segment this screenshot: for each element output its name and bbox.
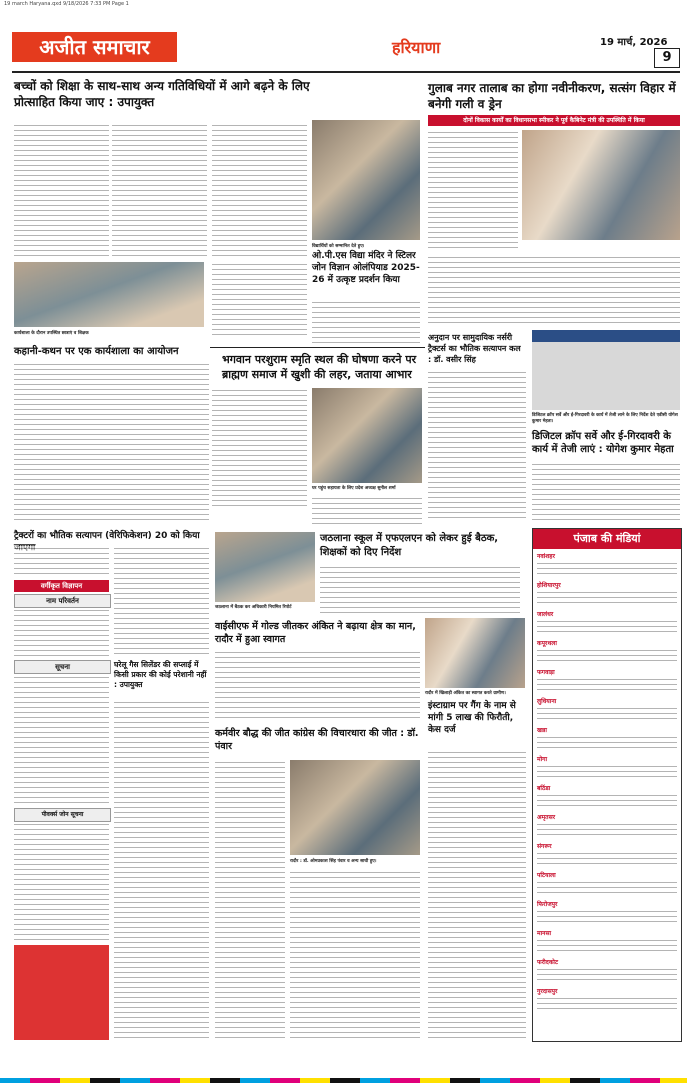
mandi-entry-prices: [537, 706, 677, 722]
issue-date: 19 मार्च, 2026: [600, 37, 668, 48]
headline-article-5: कहानी-कथन पर एक कार्यशाला का आयोजन: [14, 346, 179, 357]
headline-article-1: बच्चों को शिक्षा के साथ-साथ अन्य गतिविधियों में आगे बढ़ने के लिए प्रोत्साहित किया जाए : उपायुक्त: [14, 79, 310, 109]
mandi-entry-prices: [537, 735, 677, 751]
mandi-entry-prices: [537, 938, 677, 954]
mandi-entry-name: जालंधर: [537, 611, 554, 618]
name-change-banner: नाम परिवर्तन: [14, 594, 111, 608]
mandi-entry-prices: [537, 822, 677, 838]
mandi-entry: [537, 843, 677, 867]
mandi-entry-name: खन्ना: [537, 727, 547, 734]
mandi-entry: [537, 959, 677, 983]
mandi-entry-name: मोगा: [537, 756, 548, 763]
headline-article-11: घरेलू गैस सिलेंडर की सप्लाई में किसी प्रकार की कोई परेशानी नहीं : उपायुक्त: [114, 660, 207, 689]
article-13-body: [215, 760, 285, 1040]
mandi-entry: [537, 756, 677, 780]
mandi-entry: [537, 872, 677, 896]
article-1-body: [14, 123, 109, 258]
headline-article-12: इंस्टाग्राम पर गैंग के नाम से मांगी 5 लाख की फिरौती, केस दर्ज: [428, 701, 516, 735]
article-10-photo: [425, 618, 525, 688]
article-4-body-col2: [312, 496, 422, 526]
headline-article-9: जठलाना स्कूल में एफएलएन को लेकर हुई बैठक, शिक्षकों को दिए निर्देश: [320, 533, 499, 558]
masthead-rule: [12, 71, 680, 73]
mandi-entry-name: फगवाड़ा: [537, 669, 555, 676]
zone-notice-body: [14, 822, 109, 942]
mandi-entry-name: फिरोजपुर: [537, 901, 558, 908]
mandi-entry: [537, 582, 677, 606]
headline-article-4: भगवान परशुराम स्मृति स्थल की घोषणा करने पर ब्राह्मण समाज में खुशी की लहर, जताया आभार: [222, 353, 417, 381]
article-2-body-col2: [428, 255, 680, 325]
mandi-entry: [537, 785, 677, 809]
masthead: [12, 30, 680, 70]
article-1-body-col4: [212, 262, 307, 337]
article-12-body: [428, 750, 526, 1040]
article-10-body: [215, 650, 420, 720]
mandi-entry: [537, 698, 677, 722]
mandi-entry-name: बठिंडा: [537, 785, 551, 792]
headline-article-3: ओ.पी.एस विद्या मंदिर ने स्टिलर जोन विज्ञान ओलंपियाड 2025-26 में उत्कृष्ट प्रदर्शन किया: [312, 251, 420, 285]
mandi-entry-name: पटियाला: [537, 872, 556, 879]
mandi-entry-name: अमृतसर: [537, 814, 556, 821]
page-number-box: 9: [654, 48, 680, 68]
mandi-entry-name: लुधियाना: [537, 698, 557, 705]
article-7-photo: [532, 330, 680, 410]
mandi-entry-prices: [537, 619, 677, 635]
headline-article-13: कर्मवीर बौद्ध की जीत कांग्रेस की विचारधारा की जीत : डॉ. पंवार: [215, 728, 419, 752]
mandi-entry: [537, 640, 677, 664]
article-2-body: [428, 130, 518, 250]
article-4-photo: [312, 388, 422, 483]
article-4-body: [212, 388, 307, 508]
mandi-entry-name: नवांशहर: [537, 553, 555, 560]
zone-notice-banner: पीवर्क्स जोन सूचना: [14, 808, 111, 822]
article-1-body-col2: [112, 123, 207, 258]
mandi-entry-prices: [537, 648, 677, 664]
article-3-photo-caption: विद्यार्थियों को सम्मानित देते हुए।: [312, 244, 365, 249]
mandi-entry-prices: [537, 590, 677, 606]
file-meta: 19 march Haryana.qxd 9/18/2026 7:33 PM Page 1: [4, 1, 129, 7]
section-title: हरियाणा: [392, 38, 441, 57]
article-13-photo-caption: रादौर : डॉ. ओमप्रकाश सिंह पंवार व अन्य साथी हुए।: [290, 859, 377, 864]
article-11-body: [114, 700, 209, 1040]
mandi-entry-name: होशियारपुर: [537, 582, 561, 589]
paper-name-box: अजीत समाचार: [12, 32, 177, 62]
article-13-photo: [290, 760, 420, 855]
article-9-photo: [215, 532, 315, 602]
mandi-entry: [537, 669, 677, 693]
article-7-photo-caption: डिजिटल क्रॉप सर्वे और ई-गिरदावरी के कार्य में तेजी लाने के लिए निर्देश देते एडीसी योगेश कुमार मेहता।: [532, 413, 678, 424]
notice-banner: सूचना: [14, 660, 111, 674]
article-13-body-col2: [290, 870, 420, 1040]
notice-body: [14, 675, 109, 805]
article-3-body: [312, 300, 420, 348]
rule-article-4: [210, 347, 425, 348]
mandi-entry-prices: [537, 909, 677, 925]
mandi-box: [532, 528, 682, 1042]
article-7-body: [532, 462, 680, 522]
article-9-body: [320, 565, 520, 615]
mandi-entry: [537, 553, 677, 577]
article-1-body-col3: [212, 123, 307, 258]
headline-article-2: गुलाब नगर तालाब का होगा नवीनीकरण, सत्संग विहार में बनेगी गली व ड्रेन: [428, 81, 676, 111]
mandi-title: पंजाब की मंडियां: [533, 529, 681, 549]
classified-header: वर्गीकृत विज्ञापन: [14, 580, 109, 592]
article-8-body: [14, 546, 109, 576]
article-4-photo-caption: घर पहुंच सहायता के लिए प्रदेश अध्यक्ष सुनील शर्मा: [312, 486, 396, 491]
mandi-entry: [537, 814, 677, 838]
mandi-entry: [537, 727, 677, 751]
mandi-entry: [537, 988, 677, 1012]
mandi-entry: [537, 611, 677, 635]
mandi-entry-name: गुरदासपुर: [537, 988, 558, 995]
mandi-entry: [537, 930, 677, 954]
mandi-entry-prices: [537, 996, 677, 1012]
article-5-photo-caption: कार्यशाला के दौरान उपस्थित छात्राएं व शिक्षक: [14, 331, 89, 336]
mandi-entry-name: कपूरथला: [537, 640, 557, 647]
mandi-entry-prices: [537, 967, 677, 983]
print-color-bar: [0, 1078, 687, 1083]
bottom-ad: [14, 945, 109, 1040]
mandi-entry-prices: [537, 880, 677, 896]
mandi-entry-name: फरीदकोट: [537, 959, 559, 966]
article-2-kicker: दोनों विकास कार्यों का विधानसभा स्पीकर ने पूर्व कैबिनेट मंत्री की उपस्थिति में किया: [428, 115, 680, 126]
mandi-entry-name: संगरूर: [537, 843, 552, 850]
headline-article-10: वाईसीएफ में गोल्ड जीतकर अंकित ने बढ़ाया क्षेत्र का मान, रादौर में हुआ स्वागत: [215, 621, 416, 645]
mandi-entry-prices: [537, 793, 677, 809]
article-5-body: [14, 362, 209, 522]
classified-body: [14, 608, 109, 658]
mandi-entry-prices: [537, 764, 677, 780]
headline-article-6: अनुदान पर सामुदायिक नर्सरी ट्रैक्टर्स का भौतिक सत्यापन कल : डॉ. वसीर सिंह: [428, 333, 521, 364]
mandi-entries: [537, 553, 677, 1017]
mandi-entry-prices: [537, 677, 677, 693]
article-3-photo: [312, 120, 420, 240]
article-1-photo: [14, 262, 204, 327]
article-9-photo-caption: जठलाना में बैठक कर अधिकारी नियमित रिपोर्ट: [215, 605, 292, 610]
mandi-entry: [537, 901, 677, 925]
mandi-entry-name: मानसा: [537, 930, 552, 937]
article-10-photo-caption: रादौर में खिलाड़ी अंकित का स्वागत करते ग्रामीण।: [425, 691, 506, 696]
article-2-photo: [522, 130, 680, 240]
article-6-body: [428, 370, 526, 520]
article-8-body-col2: [114, 546, 209, 656]
mandi-entry-prices: [537, 851, 677, 867]
headline-article-7: डिजिटल क्रॉप सर्वे और ई-गिरदावरी के कार्य में तेजी लाएं : योगेश कुमार मेहता: [532, 431, 674, 455]
mandi-entry-prices: [537, 561, 677, 577]
headline-article-8: ट्रैक्टरों का भौतिक सत्यापन (वेरिफिकेशन) 20 को किया: [14, 531, 200, 541]
